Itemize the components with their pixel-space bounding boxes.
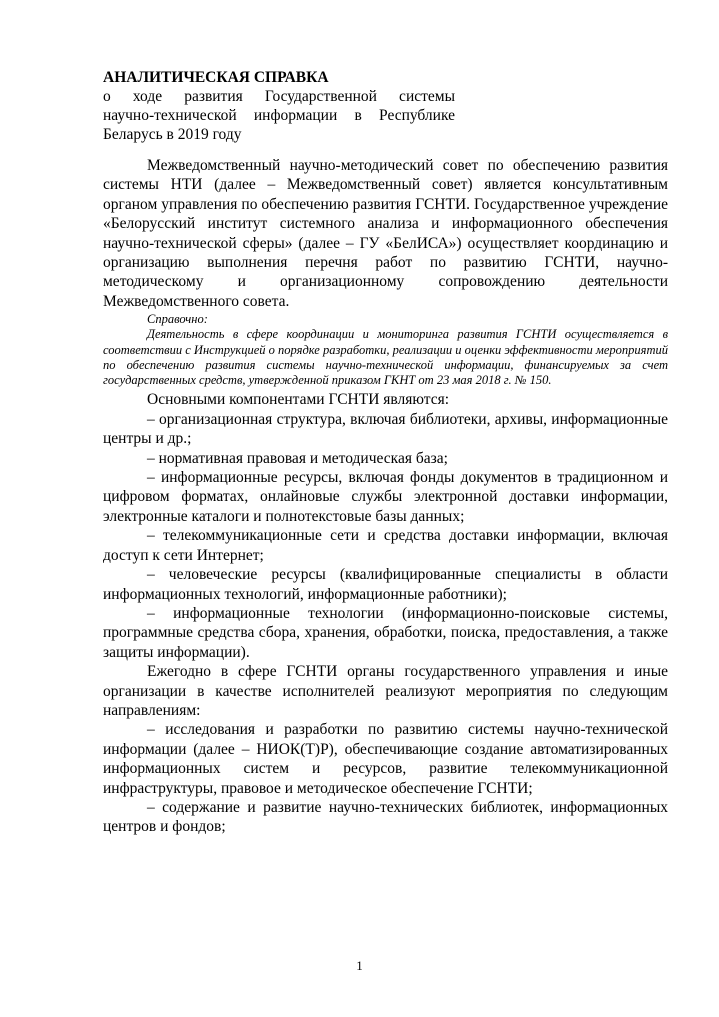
note-text: Деятельность в сфере координации и мониторинга развития ГСНТИ осуществляется в соответствии с Инструкцией о порядке разработки, реализации и оценки эффективности мероприятий по обеспечению развития системы научно-технической информации, финансируемых за счет государственных средств, утвержденной приказом ГКНТ от 23 мая 2018 г. № 150. — [103, 327, 668, 388]
header-line-2: научно-технической информации в Республике — [103, 107, 455, 124]
list-item: – телекоммуникационные сети и средства доставки информации, включая доступ к сети Интернет; — [103, 527, 668, 564]
list-item: – организационная структура, включая библиотеки, архивы, информационные центры и др.; — [103, 410, 668, 448]
page-number: 1 — [356, 958, 363, 973]
document-title: АНАЛИТИЧЕСКАЯ СПРАВКА — [103, 69, 329, 86]
list-item: – исследования и разработки по развитию системы научно-технической информации (далее – НИОК(Т)Р), обеспечивающие создание автоматизированных информационных систем и ресурсов, развитие телекоммуникационной инфраструктуры, правовое и методическое обеспечение ГСНТИ; — [103, 721, 668, 797]
paragraph-directions: Ежегодно в сфере ГСНТИ органы государственного управления и иные организации в качестве исполнителей реализуют мероприятия по следующим направлениям: — [103, 663, 668, 719]
list-item: – информационные технологии (информационно-поисковые системы, программные средства сбора, хранения, обработки, поиска, предоставления, а также защиты информации). — [103, 604, 668, 661]
paragraph-components: Основными компонентами ГСНТИ являются: — [147, 391, 450, 409]
document-body — [103, 156, 668, 837]
paragraph-intro: Межведомственный научно-методический совет по обеспечению развития системы НТИ (далее – Межведомственный совет) является консультативным органом управления по обеспечению развития ГСНТИ. Государственное учреждение «Белорусский институт системного анализа и информационного обеспечения научно-технической сферы» (далее – ГУ «БелИСА») осуществляет координацию и организацию выполнения перечня работ по развитию ГСНТИ, научно-методическому и организационному сопровождению деятельности Межведомственного совета. — [103, 157, 668, 310]
note-heading: Справочно: — [147, 312, 208, 327]
list-item: – нормативная правовая и методическая база; — [147, 449, 448, 467]
document-header — [103, 68, 455, 144]
header-line-1: о ходе развития Государственной системы — [103, 88, 455, 105]
header-line-3: Беларусь в 2019 году — [103, 126, 242, 143]
list-item: – содержание и развитие научно-технических библиотек, информационных центров и фондов; — [103, 798, 668, 836]
list-item: – информационные ресурсы, включая фонды документов в традиционном и цифровом форматах, онлайновые службы электронной доставки информации, электронные каталоги и полнотекстовые базы данных; — [103, 469, 668, 525]
list-item: – человеческие ресурсы (квалифицированные специалисты в области информационных технологий, информационные работники); — [103, 566, 668, 603]
